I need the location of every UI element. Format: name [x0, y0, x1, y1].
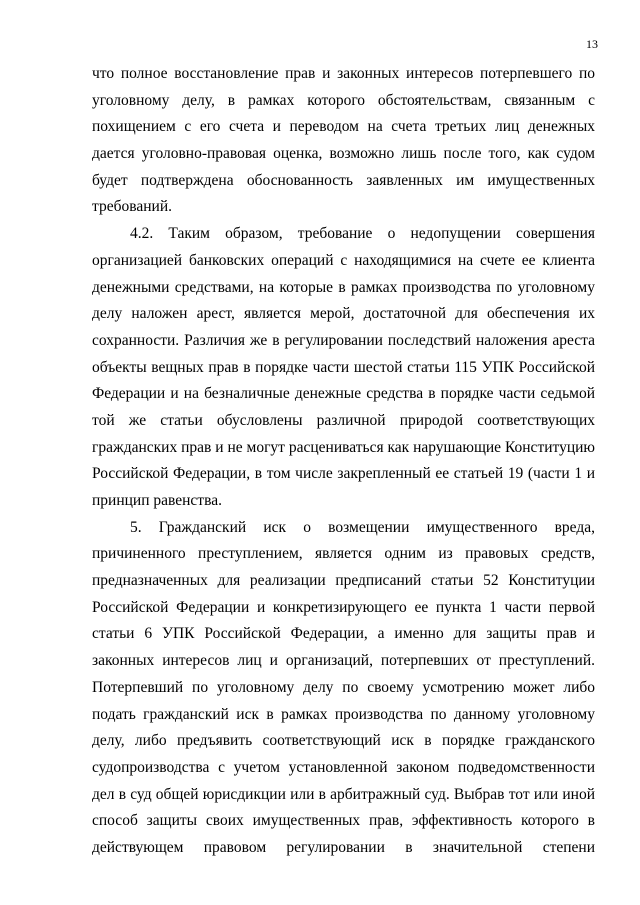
text-line: дается уголовно-правовая оценка, возможно лишь после того, как судом — [92, 145, 595, 163]
text-line: Федерации и на безналичные денежные средства в порядке части седьмой — [92, 385, 595, 403]
text-line: делу, либо предъявить соответствующий иск в порядке гражданского — [92, 732, 595, 750]
text-line: Потерпевший по уголовному делу по своему усмотрению может либо — [92, 678, 595, 696]
text-line: статьи 6 УПК Российской Федерации, а именно для защиты прав и — [92, 625, 595, 643]
text-line: предназначенных для реализации предписаний статьи 52 Конституции — [92, 572, 595, 590]
text-line: принцип равенства. — [92, 492, 222, 509]
document-text — [92, 61, 595, 862]
text-line: требований. — [92, 198, 172, 216]
paragraph-4-2 — [92, 221, 595, 515]
text-line: судопроизводства с учетом установленной законом подведомственности — [92, 758, 595, 776]
text-line: подать гражданский иск в рамках производства по данному уголовному — [92, 705, 595, 723]
paragraph-1 — [92, 61, 595, 221]
text-line: уголовному делу, в рамках которого обстоятельствам, связанным с — [92, 91, 595, 109]
text-line: денежными средствами, на которые в рамках производства по уголовному — [92, 278, 595, 296]
paragraph-5 — [92, 515, 595, 862]
text-line: 4.2. Таким образом, требование о недопущении совершения — [130, 225, 595, 243]
text-line: причиненного преступлением, является одним из правовых средств, — [92, 545, 595, 563]
text-line: действующем правовом регулировании в значительной степени — [92, 838, 595, 856]
page-number: 13 — [586, 37, 598, 51]
text-line: будет подтверждена обоснованность заявленных им имущественных — [92, 171, 595, 189]
text-line: той же статьи обусловлены различной природой соответствующих — [92, 411, 595, 429]
text-line: дел в суд общей юрисдикции или в арбитражный суд. Выбрав тот или иной — [92, 785, 595, 803]
text-line: объекты вещных прав в порядке части шестой статьи 115 УПК Российской — [92, 358, 595, 376]
text-line: способ защиты своих имущественных прав, эффективность которого в — [92, 812, 595, 830]
text-line: Российской Федерации и конкретизирующего ее пункта 1 части первой — [92, 598, 595, 616]
text-line: похищением с его счета и переводом на счета третьих лиц денежных — [92, 118, 595, 136]
text-line: организацией банковских операций с находящимися на счете ее клиента — [92, 251, 595, 269]
text-line: Российской Федерации, в том числе закрепленный ее статьей 19 (части 1 и — [92, 465, 595, 483]
text-line: законных интересов лиц и организаций, потерпевших от преступлений. — [92, 652, 595, 670]
text-line: делу наложен арест, является мерой, достаточной для обеспечения их — [92, 305, 595, 323]
text-line: 5. Гражданский иск о возмещении имущественного вреда, — [130, 518, 595, 536]
text-line: гражданских прав и не могут расцениваться как нарушающие Конституцию — [92, 438, 595, 456]
text-line: сохранности. Различия же в регулировании последствий наложения ареста — [92, 331, 595, 349]
text-line: что полное восстановление прав и законных интересов потерпевшего по — [92, 65, 595, 82]
